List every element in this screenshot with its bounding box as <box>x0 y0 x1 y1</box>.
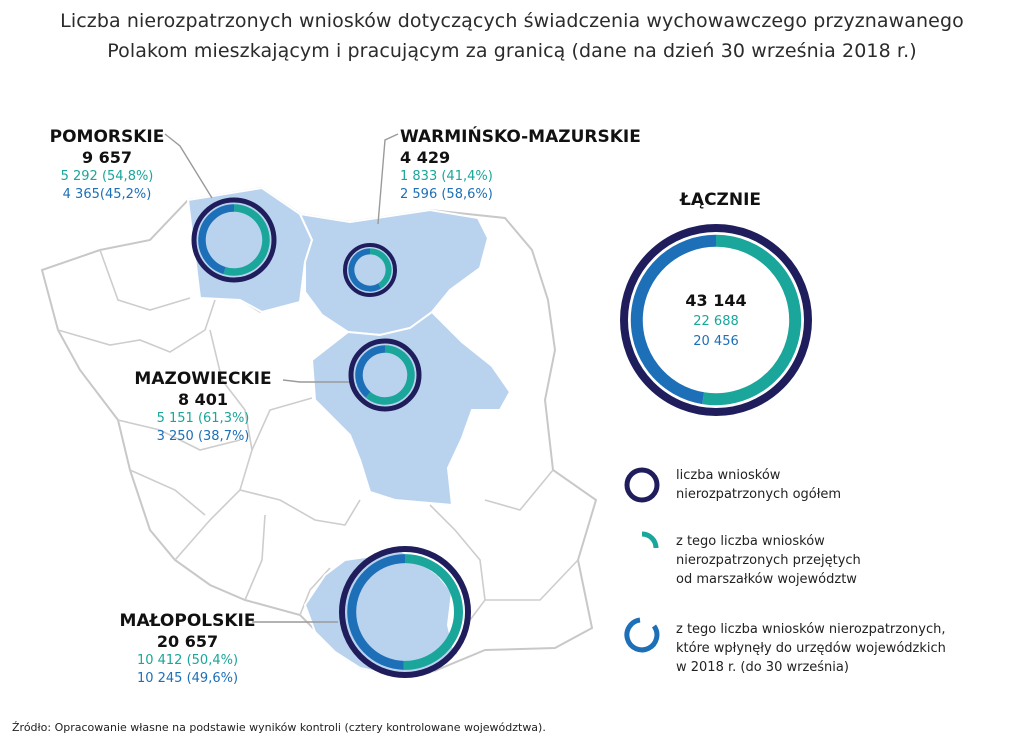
pomorskie-name: POMORSKIE <box>49 127 165 147</box>
mazowieckie-name: MAZOWIECKIE <box>134 369 272 389</box>
legend-blue-line-3: w 2018 r. (do 30 września) <box>676 660 849 675</box>
warminsko-green: 1 833 (41,4%) <box>400 169 493 184</box>
title-line-1: Liczba nierozpatrzonych wniosków dotyczących świadczenia wychowawczego przyznawanego <box>60 10 964 32</box>
malopolskie-name: MAŁOPOLSKIE <box>119 611 256 631</box>
label-warminsko-mazurskie <box>400 126 641 204</box>
legend-green-line-3: od marszałków województw <box>676 572 857 587</box>
mazowieckie-green: 5 151 (61,3%) <box>156 411 250 426</box>
total-heading: ŁĄCZNIE <box>680 190 762 210</box>
malopolskie-green: 10 412 (50,4%) <box>136 653 239 668</box>
source-note: Źródło: Opracowanie własne na podstawie wyników kontroli (cztery kontrolowane województwa). <box>12 721 546 734</box>
label-mazowieckie <box>118 368 288 446</box>
total-green: 22 688 <box>693 314 739 329</box>
malopolskie-blue: 10 245 (49,6%) <box>136 671 239 686</box>
legend-blue-line-2: które wpłynęły do urzędów wojewódzkich <box>676 641 946 656</box>
legend-blue-line-1: z tego liczba wniosków nierozpatrzonych, <box>676 622 946 637</box>
legend-green-line-1: z tego liczba wniosków <box>676 534 825 549</box>
mazowieckie-total: 8 401 <box>177 390 229 409</box>
legend-green-text <box>676 532 1016 589</box>
malopolskie-total: 20 657 <box>156 632 219 651</box>
pomorskie-blue: 4 365(45,2%) <box>62 187 152 202</box>
warminsko-name: WARMIŃSKO-MAZURSKIE <box>400 127 641 147</box>
legend-green-line-2: nierozpatrzonych przejętych <box>676 553 861 568</box>
label-malopolskie <box>100 610 275 688</box>
total-center <box>666 290 766 352</box>
total-value: 43 144 <box>685 291 747 310</box>
legend-total-line-1: liczba wniosków <box>676 468 781 483</box>
warminsko-total: 4 429 <box>400 148 451 167</box>
label-pomorskie <box>22 126 192 204</box>
title-line-2: Polakom mieszkającym i pracującym za granicą (dane na dzień 30 września 2018 r.) <box>107 40 917 62</box>
total-blue: 20 456 <box>693 334 739 349</box>
warminsko-blue: 2 596 (58,6%) <box>400 187 493 202</box>
legend-blue-text <box>676 620 1016 677</box>
legend-blue-icon <box>627 620 657 650</box>
pomorskie-green: 5 292 (54,8%) <box>60 169 154 184</box>
mazowieckie-blue: 3 250 (38,7%) <box>156 429 250 444</box>
pomorskie-total: 9 657 <box>81 148 133 167</box>
legend-total-line-2: nierozpatrzonych ogółem <box>676 487 842 502</box>
legend-total-text <box>676 466 1016 504</box>
legend-green-icon <box>642 534 656 548</box>
legend-total-icon <box>627 470 657 500</box>
